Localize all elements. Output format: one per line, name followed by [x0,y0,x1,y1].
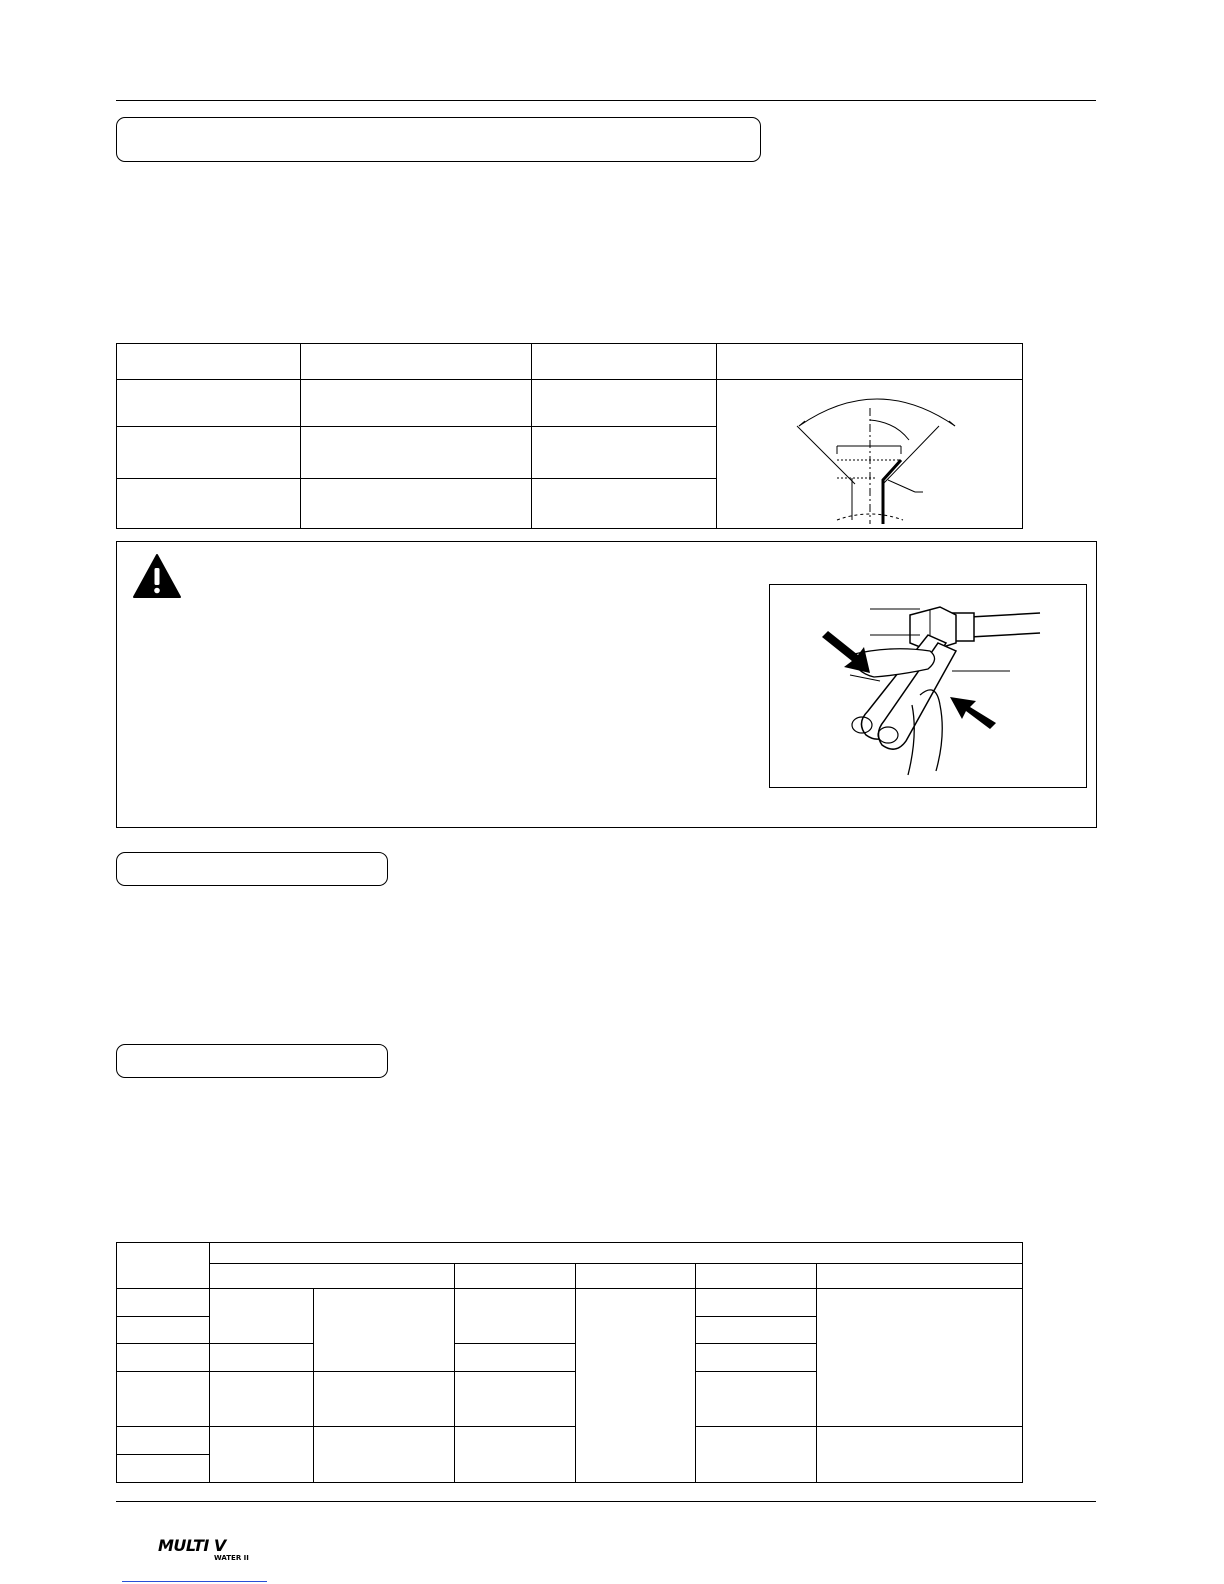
table-cell [696,1264,817,1289]
table-cell [117,344,301,380]
table-cell [301,427,532,479]
table-cell [576,1289,696,1483]
table-header-row [117,1264,1023,1289]
table-cell [455,1289,576,1344]
table-cell [532,380,717,427]
table-cell [696,1344,817,1372]
logo-subtext: WATER II [214,1554,249,1562]
table-cell [210,1344,314,1372]
footer-link-underline[interactable] [122,1581,267,1582]
table-row [117,1427,1023,1455]
table-cell [210,1289,314,1344]
table-cell [301,344,532,380]
table-cell [117,1344,210,1372]
flare-cross-section-diagram [717,380,1023,528]
table-cell [117,1289,210,1317]
table-cell [314,1372,455,1427]
table-cell [817,1427,1023,1483]
table-cell [817,1264,1023,1289]
table-cell [117,380,301,427]
brand-logo [158,1536,270,1566]
table-cell [210,1427,314,1483]
table-cell [696,1317,817,1344]
table-cell [455,1344,576,1372]
table-cell [696,1427,817,1483]
table-cell [532,427,717,479]
pipe-spec-table [116,1242,1023,1483]
table-cell [532,344,717,380]
table-header-row [117,344,1023,380]
flare-diagram-cell [717,380,1023,529]
table-cell [117,1455,210,1483]
table-cell [717,344,1023,380]
table-cell [314,1289,455,1372]
table-cell [817,1289,1023,1427]
table-cell [532,479,717,529]
header-rule [116,100,1096,101]
table-cell [301,479,532,529]
section-heading-box-2 [116,852,388,886]
table-header-row [117,1243,1023,1264]
table-cell [210,1264,455,1289]
section-heading-box-flaring [116,117,761,162]
table-cell [455,1427,576,1483]
table-cell [117,1427,210,1455]
table-cell [696,1372,817,1427]
table-cell [117,1243,210,1289]
table-cell [696,1289,817,1317]
wrench-tightening-illustration [770,585,1086,787]
table-cell [117,1317,210,1344]
table-cell [301,380,532,427]
table-cell [210,1243,1023,1264]
wrench-figure-frame [769,584,1087,788]
section-heading-box-3 [116,1044,388,1078]
table-cell [117,1372,210,1427]
table-cell [576,1264,696,1289]
table-cell [117,479,301,529]
table-row [117,1289,1023,1317]
table-cell [455,1372,576,1427]
flare-dimensions-table [116,343,1023,529]
footer-rule [116,1501,1096,1502]
table-cell [314,1427,455,1483]
table-cell [210,1372,314,1427]
table-row [117,380,1023,427]
table-cell [117,427,301,479]
warning-triangle-icon [132,553,182,599]
table-cell [455,1264,576,1289]
logo-text: MULTI V [158,1536,226,1555]
caution-box [116,541,1097,828]
